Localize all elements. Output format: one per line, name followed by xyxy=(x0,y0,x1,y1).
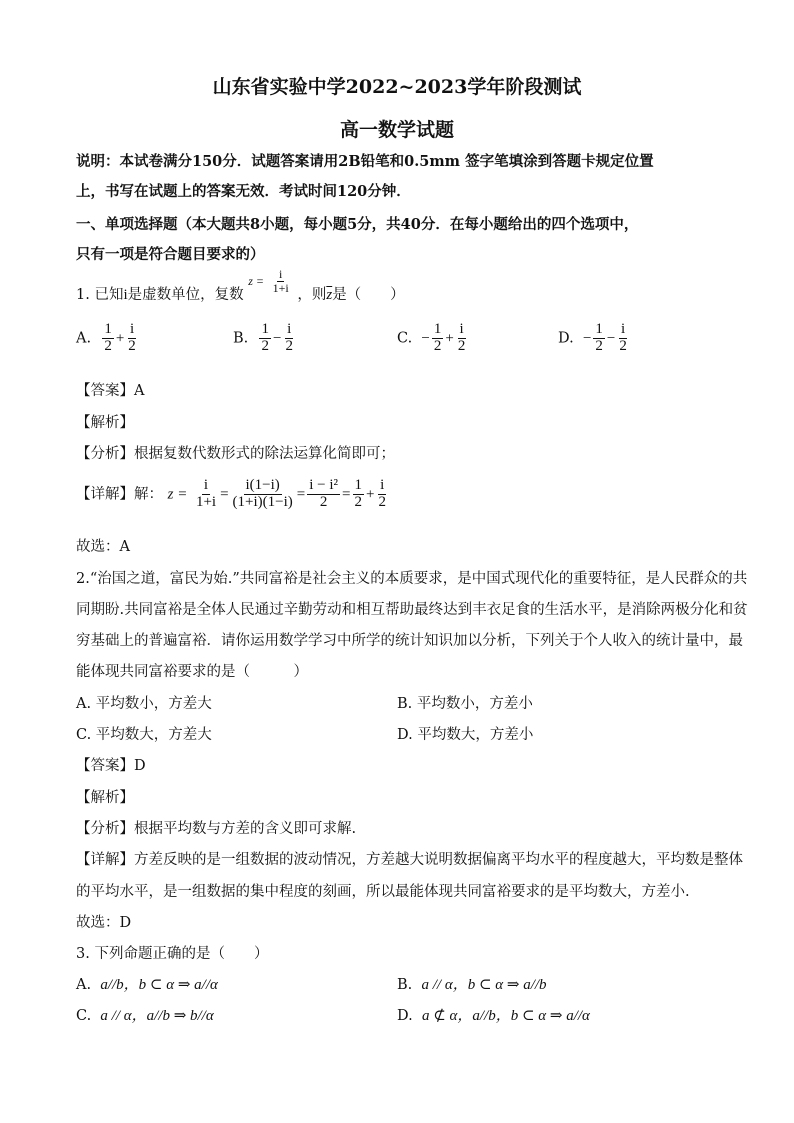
q1-stem-text: 是虚数单位，复数 xyxy=(127,287,244,304)
q1-option-d xyxy=(558,322,631,355)
operator: = xyxy=(296,486,306,503)
q1-fenxi: 【分析】根据复数代数形式的除法运算化简即可； xyxy=(76,446,395,462)
q2-stem-line3: 穷基础上的普遍富裕．请你运用数学学习中所学的统计知识加以分析，下列关于个人收入的统计量中，最 xyxy=(76,633,743,649)
frac-den: 2 xyxy=(128,337,136,354)
frac-den: 2 xyxy=(457,337,466,354)
frac-den: 2 xyxy=(595,337,603,354)
q2-option-c: C. 平均数大，方差大 xyxy=(76,727,212,743)
frac-den: 1+i xyxy=(195,493,217,510)
q2-conclusion: 故选：D xyxy=(76,915,132,931)
option-math: a//b，b ⊂ α ⇒ a//α xyxy=(100,977,218,993)
frac-den: 2 xyxy=(285,337,293,354)
instructions-line1: 说明：本试卷满分150分．试题答案请用2B铅笔和0.5mm 签字笔填涂到答题卡规定位置 xyxy=(76,153,654,170)
frac-den: 2 xyxy=(261,337,269,354)
frac-num: i xyxy=(459,321,464,337)
q1-stem xyxy=(76,267,405,308)
frac-den: 2 xyxy=(319,493,328,510)
option-label: C. xyxy=(397,330,413,347)
frac-num: i xyxy=(203,477,209,493)
option-label: C. xyxy=(76,1008,92,1024)
frac-den: 2 xyxy=(378,493,386,510)
q1-frac-num: i xyxy=(279,267,283,281)
frac-num: 1 xyxy=(433,321,442,337)
q1-conclusion: 故选：A xyxy=(76,539,130,555)
operator: − xyxy=(582,330,592,347)
frac-num: 1 xyxy=(261,321,269,337)
operator: − xyxy=(421,330,430,347)
q1-stem-text: 1. 已知 xyxy=(76,287,124,304)
frac-den: (1+i)(1−i) xyxy=(232,493,293,510)
q1-stem-text: 是（ ） xyxy=(332,287,405,304)
q2-fenxi: 【分析】根据平均数与方差的含义即可求解. xyxy=(76,821,357,837)
q3-option-b xyxy=(397,973,547,994)
q1-formula xyxy=(248,267,297,295)
operator: + xyxy=(445,330,454,347)
frac-num: i xyxy=(287,321,292,337)
section-heading-line2: 只有一项是符合题目要求的） xyxy=(76,246,265,263)
q3-option-c xyxy=(76,1004,214,1025)
q2-option-a: A. 平均数小，方差大 xyxy=(76,696,212,712)
q2-option-d: D. 平均数大，方差小 xyxy=(397,727,534,743)
q1-detail xyxy=(76,478,390,511)
q1-imag-unit: i xyxy=(123,287,128,304)
frac-num: 1 xyxy=(104,321,112,337)
q1-option-c xyxy=(397,322,469,355)
option-math: a // α，b ⊂ α ⇒ a//b xyxy=(421,977,547,993)
option-math: a // α，a//b ⇒ b//α xyxy=(100,1008,214,1024)
frac-den: 2 xyxy=(433,337,442,354)
section-heading-line1: 一、单项选择题（本大题共8小题，每小题5分，共40分．在每小题给出的四个选项中， xyxy=(76,216,639,233)
q2-answer: 【答案】D xyxy=(76,758,146,774)
frac-num: 1 xyxy=(354,477,363,493)
frac-num: i xyxy=(621,321,626,337)
q1-z-bar: $\overline{z}$ xyxy=(326,287,333,304)
q2-detail-line2: 的平均水平，是一组数据的集中程度的刻画，所以最能体现共同富裕要求的是平均数大，方差小. xyxy=(76,884,690,900)
frac-num: i − i² xyxy=(309,477,339,493)
operator: = xyxy=(220,486,229,503)
frac-den: 2 xyxy=(354,493,363,510)
q2-analysis-label: 【解析】 xyxy=(76,790,134,806)
option-math: a ⊄ α，a//b，b ⊂ α ⇒ a//α xyxy=(421,1008,590,1024)
q2-option-b: B. 平均数小，方差小 xyxy=(397,696,533,712)
operator: + xyxy=(366,486,375,503)
q1-option-b xyxy=(233,322,297,355)
detail-label: 【详解】解： xyxy=(76,486,163,503)
q2-stem-line1: 2.“治国之道，富民为始.”共同富裕是社会主义的本质要求，是中国式现代化的重要特征，是人民群众的共 xyxy=(76,571,748,587)
q1-analysis-label: 【解析】 xyxy=(76,415,134,431)
q3-option-a xyxy=(76,973,218,994)
option-label: A. xyxy=(76,977,92,993)
q1-answer: 【答案】A xyxy=(76,383,145,399)
q3-stem: 3. 下列命题正确的是（ ） xyxy=(76,946,269,962)
frac-den: 2 xyxy=(619,337,627,354)
math-z: z = xyxy=(167,486,188,503)
frac-num: i xyxy=(380,477,385,493)
q1-option-a xyxy=(76,322,140,355)
operator: = xyxy=(342,486,351,503)
option-label: A. xyxy=(76,330,92,347)
q3-option-d xyxy=(397,1004,590,1025)
instructions-line2: 上，书写在试题上的答案无效．考试时间120分钟． xyxy=(76,183,411,200)
operator: + xyxy=(115,330,125,347)
q1-stem-text: ，则 xyxy=(297,287,327,304)
option-label: D. xyxy=(558,330,574,347)
q2-detail-line1: 【详解】方差反映的是一组数据的波动情况，方差越大说明数据偏离平均水平的程度越大，平均数是整体 xyxy=(76,852,743,868)
page-subtitle: 高一数学试题 xyxy=(339,119,454,141)
frac-num: i xyxy=(129,321,135,337)
option-label: B. xyxy=(397,977,413,993)
frac-num: 1 xyxy=(595,321,603,337)
q2-stem-line4: 能体现共同富裕要求的是（ ） xyxy=(76,664,308,680)
frac-den: 2 xyxy=(104,337,112,354)
q2-stem-line2: 同期盼.共同富裕是全体人民通过辛勤劳动和相互帮助最终达到丰衣足食的生活水平，是消除两极分化和贫 xyxy=(76,602,748,618)
option-label: B. xyxy=(233,330,249,347)
operator: − xyxy=(606,330,616,347)
frac-num: i(1−i) xyxy=(245,477,280,493)
operator: − xyxy=(272,330,282,347)
page-title: 山东省实验中学2022~2023学年阶段测试 xyxy=(212,76,582,98)
q1-frac-den: 1+i xyxy=(272,280,289,295)
option-label: D. xyxy=(397,1008,413,1024)
q1-z-eq: z = xyxy=(248,274,265,289)
